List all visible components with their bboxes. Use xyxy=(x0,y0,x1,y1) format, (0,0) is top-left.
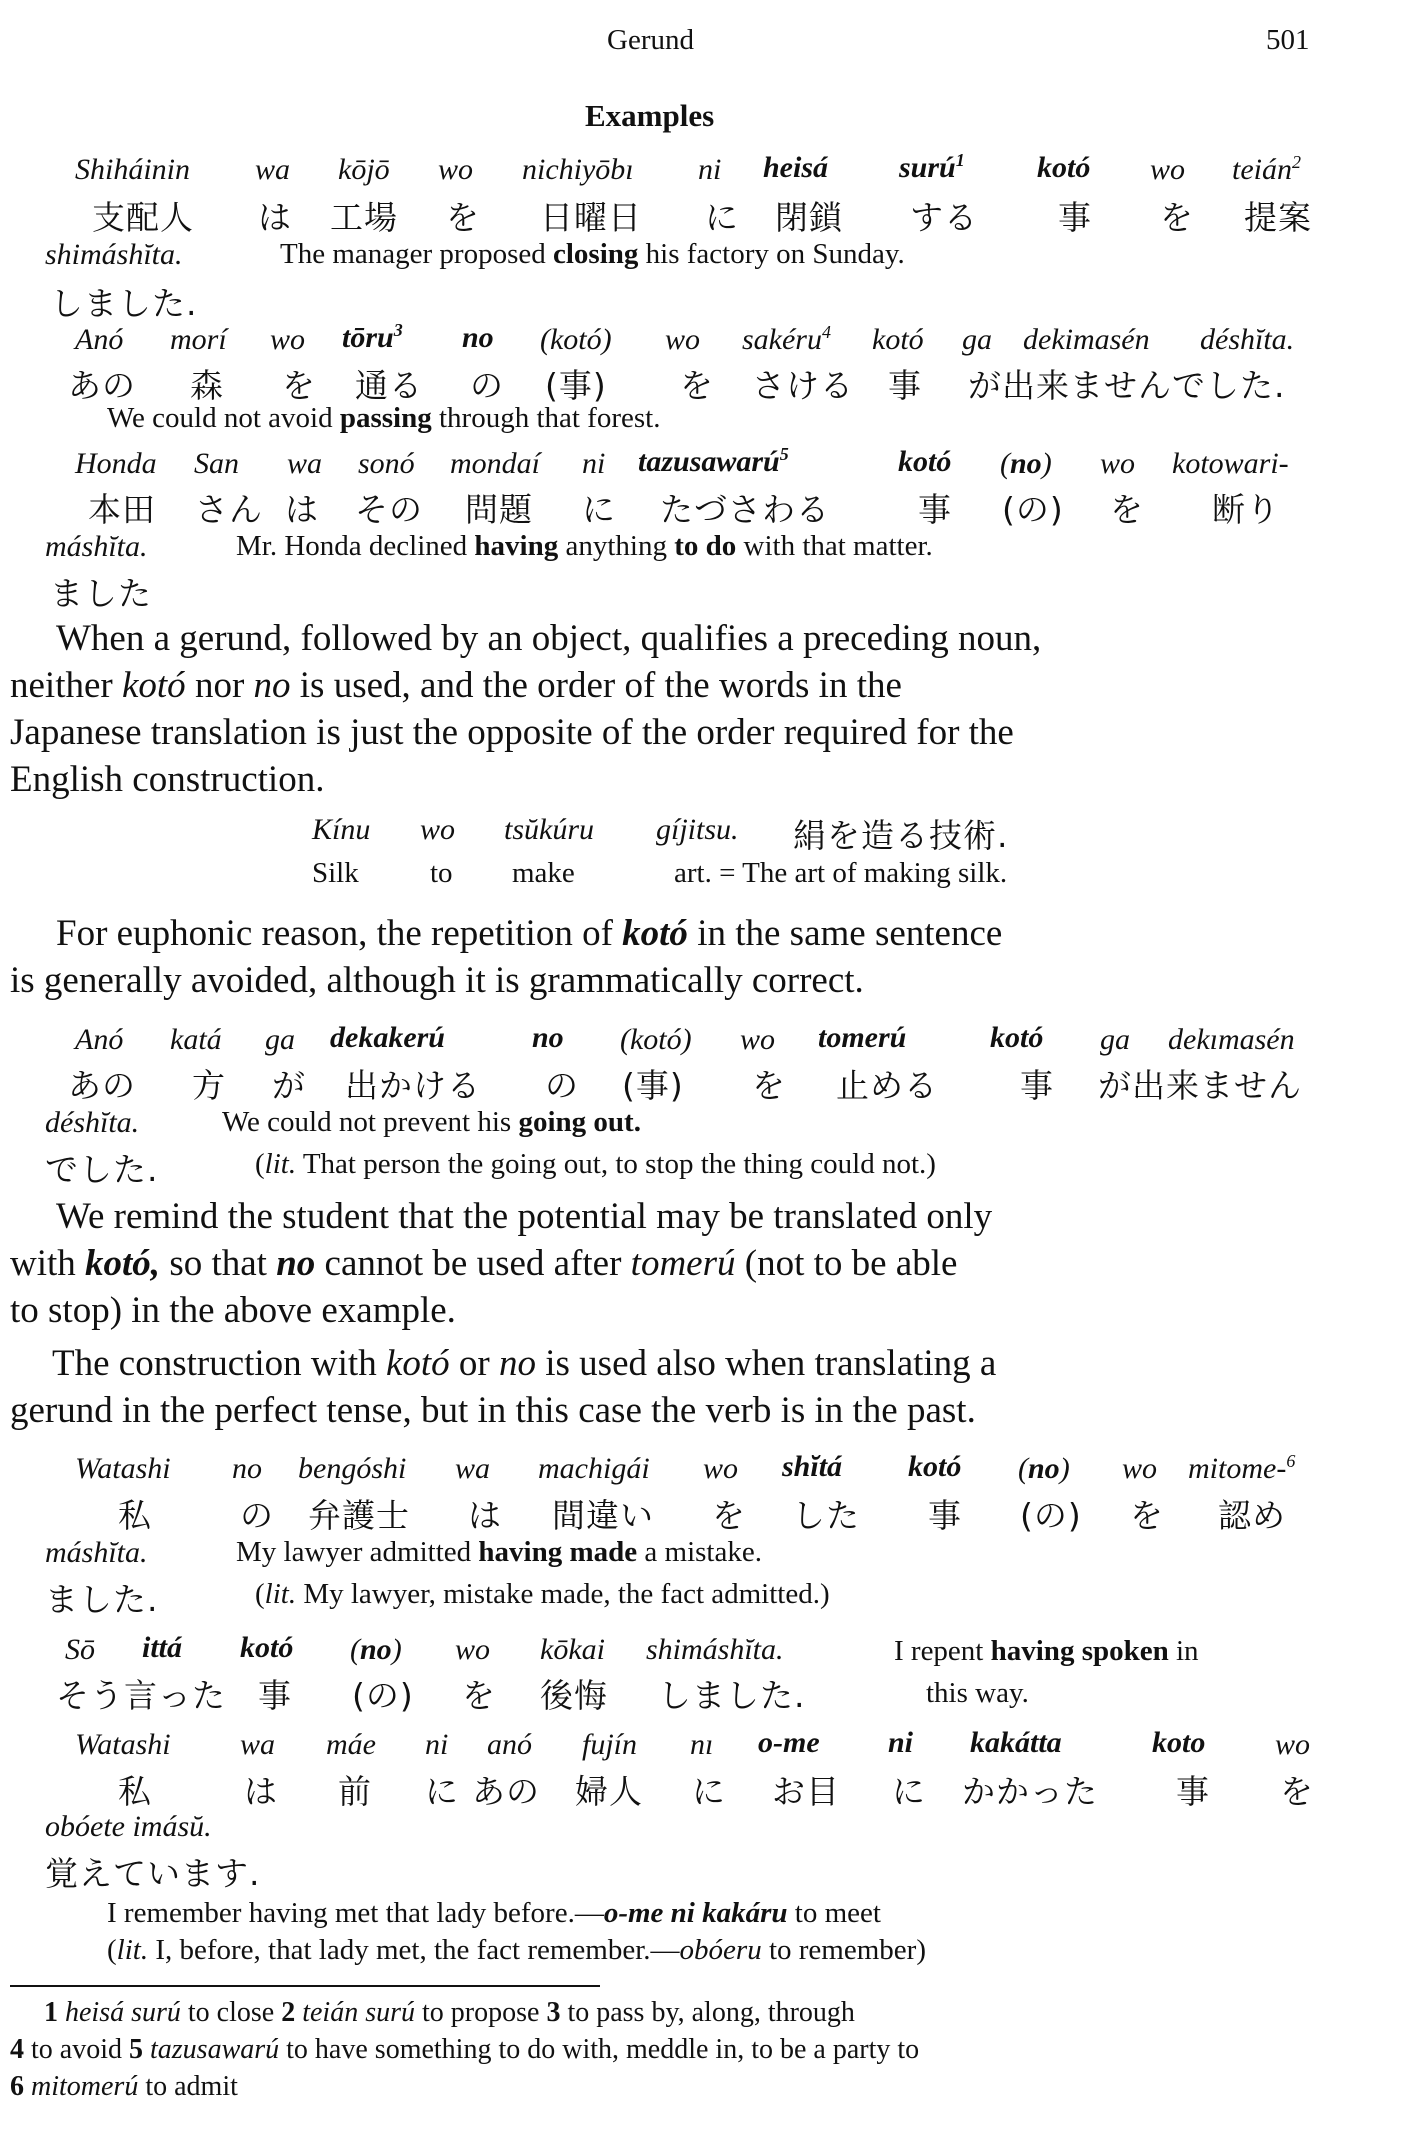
romaji-word: mitome-$^6$ xyxy=(1188,1451,1296,1485)
japanese-word: を xyxy=(712,1496,746,1535)
romaji-word: morí xyxy=(170,323,227,356)
literal-translation: (lit. That person the going out, to stop the thing could not.) xyxy=(255,1148,936,1180)
japanese-word: 事 xyxy=(918,490,952,529)
japanese-word: 断り xyxy=(1212,490,1280,529)
romaji-word: ga xyxy=(265,1023,295,1056)
romaji-word: wo xyxy=(438,153,474,186)
english-translation: My lawyer admitted having made a mistake. xyxy=(236,1536,762,1568)
romaji-continuation: obóete imásŭ. xyxy=(45,1810,212,1843)
prose-line: The construction with kotó or no is used also when translating a xyxy=(52,1343,997,1384)
romaji-word: dekımasén xyxy=(1168,1023,1295,1056)
japanese-word: は xyxy=(258,198,292,237)
romaji-word-emphasis: ittá xyxy=(142,1631,183,1664)
prose-line: We remind the student that the potential may be translated only xyxy=(56,1196,993,1237)
japanese-word: が出来ません xyxy=(1098,1066,1302,1105)
japanese-continuation: 覚えています. xyxy=(45,1854,261,1893)
prose-line: is generally avoided, although it is grammatically correct. xyxy=(10,960,864,1001)
prose-line: gerund in the perfect tense, but in this case the verb is in the past. xyxy=(10,1390,976,1431)
japanese-continuation: しました. xyxy=(50,284,198,323)
romaji-line xyxy=(75,153,190,187)
prose-line: When a gerund, followed by an object, qualifies a preceding noun, xyxy=(56,618,1042,659)
japanese-word: (の) xyxy=(1002,490,1064,529)
romaji-word: bengóshi xyxy=(298,1452,407,1485)
romaji-word: Kínu xyxy=(312,813,371,846)
romaji-word: wo xyxy=(1150,153,1186,186)
japanese-word: 事 xyxy=(1020,1066,1054,1105)
romaji-word: kotó xyxy=(872,323,924,356)
running-head: Gerund xyxy=(607,24,694,56)
romaji-word: ni xyxy=(425,1728,449,1761)
japanese-word: を xyxy=(680,366,714,405)
romaji-word: Honda xyxy=(75,447,157,480)
romaji-word: wo xyxy=(1100,447,1136,480)
japanese-word: そう言った xyxy=(56,1676,226,1715)
japanese-word: に xyxy=(892,1772,926,1811)
japanese-word: 事 xyxy=(928,1496,962,1535)
english-translation: We could not prevent his going out. xyxy=(222,1106,641,1138)
romaji-word-emphasis: no xyxy=(532,1021,564,1054)
romaji-word: nı xyxy=(690,1728,714,1761)
japanese-word: する xyxy=(910,198,978,237)
english-translation: I remember having met that lady before.—o-me ni kakáru to meet xyxy=(107,1897,881,1929)
romaji-word: (no) xyxy=(1018,1452,1070,1485)
romaji-word: wo xyxy=(1275,1728,1311,1761)
romaji-continuation: máshĭta. xyxy=(45,1536,148,1569)
japanese-continuation: ました. xyxy=(45,1580,159,1619)
japanese-word: を xyxy=(446,198,480,237)
japanese-word: の xyxy=(545,1066,579,1105)
romaji-word: ga xyxy=(1100,1023,1130,1056)
romaji-word-emphasis: kakátta xyxy=(970,1726,1062,1759)
japanese-word: 出かける xyxy=(345,1066,481,1105)
japanese-word: を xyxy=(282,366,316,405)
japanese-word: は xyxy=(244,1772,278,1811)
romaji-word: sakéru$^4$ xyxy=(742,322,831,356)
romaji-word: wo xyxy=(420,813,456,846)
romaji-word: wa xyxy=(255,153,291,186)
english-translation: The manager proposed closing his factory on Sunday. xyxy=(280,238,905,270)
japanese-word: 間違い xyxy=(552,1496,654,1535)
prose-line: neither kotó nor no is used, and the order of the words in the xyxy=(10,665,902,706)
romaji-word: wa xyxy=(240,1728,276,1761)
romaji-word: wa xyxy=(455,1452,491,1485)
japanese-word: 弁護士 xyxy=(308,1496,410,1535)
japanese-word: 工場 xyxy=(330,198,398,237)
japanese-word: を xyxy=(1110,490,1144,529)
japanese-word: 支配人 xyxy=(92,198,194,237)
romaji-word: Anó xyxy=(75,323,124,356)
japanese-word: 本田 xyxy=(88,490,156,529)
romaji-word-emphasis: heisá xyxy=(763,151,829,184)
japanese-word: あの xyxy=(472,1772,540,1811)
romaji-word: wo xyxy=(740,1023,776,1056)
romaji-word-emphasis: kotó xyxy=(990,1021,1044,1054)
romaji-word: wo xyxy=(703,1452,739,1485)
romaji-continuation: déshĭta. xyxy=(45,1106,140,1139)
japanese-word: 事 xyxy=(888,366,922,405)
romaji-word: ga xyxy=(962,323,992,356)
japanese-word: の xyxy=(240,1496,274,1535)
romaji-word: wa xyxy=(287,447,323,480)
japanese-word: した xyxy=(792,1496,860,1535)
gloss-translation: art. = The art of making silk. xyxy=(674,857,1008,889)
romaji-word: wo xyxy=(1122,1452,1158,1485)
japanese-word: さける xyxy=(752,366,854,405)
gloss-word: Silk xyxy=(312,857,359,889)
japanese-continuation: ました xyxy=(50,574,152,613)
japanese-word: 認め xyxy=(1218,1496,1286,1535)
romaji-word-emphasis: dekakerú xyxy=(330,1021,445,1054)
romaji-word: San xyxy=(194,447,239,480)
japanese-word: あの xyxy=(68,366,136,405)
romaji-word: ni xyxy=(698,153,722,186)
prose-line: with kotó, so that no cannot be used after tomerú (not to be able xyxy=(10,1243,958,1284)
japanese-word: 通る xyxy=(355,366,423,405)
japanese-word: (の) xyxy=(1020,1496,1082,1535)
japanese-word: 私 xyxy=(118,1772,152,1811)
romaji-word: nichiyōbı xyxy=(522,153,634,186)
japanese-word: は xyxy=(285,490,319,529)
japanese-word: に xyxy=(692,1772,726,1811)
romaji-word: katá xyxy=(170,1023,222,1056)
footnote-line: 1 heisá surú to close 2 teián surú to propose 3 to pass by, along, through xyxy=(44,1997,855,2028)
romaji-word: wo xyxy=(455,1633,491,1666)
romaji-word-emphasis: no xyxy=(462,321,494,354)
footnote-ref: 4 xyxy=(821,322,831,342)
romaji-word-emphasis: kotó xyxy=(240,1631,294,1664)
romaji-word: anó xyxy=(487,1728,532,1761)
japanese-word: かかった xyxy=(962,1772,1098,1811)
romaji-word-emphasis: tomerú xyxy=(818,1021,907,1054)
japanese-word: に xyxy=(425,1772,459,1811)
japanese-word: 事 xyxy=(258,1676,292,1715)
romaji-word: kotowari- xyxy=(1172,447,1289,480)
japanese-continuation: でした. xyxy=(45,1150,159,1189)
romaji-word-emphasis: surú$^1$ xyxy=(899,150,965,184)
japanese-word: 日曜日 xyxy=(540,198,642,237)
japanese-word: 森 xyxy=(190,366,224,405)
romaji-word-emphasis: tōru$^3$ xyxy=(342,320,403,354)
japanese-word: に xyxy=(582,490,616,529)
romaji-word: Shiháinin xyxy=(75,153,191,186)
japanese-word: 提案 xyxy=(1244,198,1312,237)
gloss-word: make xyxy=(512,857,575,889)
english-translation: I repent having spoken in xyxy=(894,1635,1199,1667)
japanese-word: 後悔 xyxy=(540,1676,608,1715)
japanese-word: (の) xyxy=(352,1676,414,1715)
literal-translation: (lit. I, before, that lady met, the fact remember.—obóeru to remember) xyxy=(107,1934,926,1966)
romaji-word-emphasis: koto xyxy=(1152,1726,1206,1759)
romaji-word: (kotó) xyxy=(620,1023,692,1056)
japanese-word: その xyxy=(355,490,423,529)
romaji-word: Anó xyxy=(75,1023,124,1056)
japanese-word: に xyxy=(705,198,739,237)
footnote-line: 6 mitomerú to admit xyxy=(10,2071,238,2102)
japanese-word: を xyxy=(1280,1772,1314,1811)
romaji-word: tsŭkúru xyxy=(504,813,594,846)
romaji-word: mondaí xyxy=(450,447,540,480)
japanese-word: あの xyxy=(68,1066,136,1105)
romaji-word: (no) xyxy=(1000,447,1052,480)
romaji-word: kōjō xyxy=(338,153,390,186)
romaji-word: ni xyxy=(582,447,606,480)
romaji-word: sonó xyxy=(358,447,415,480)
page-number: 501 xyxy=(1266,24,1310,56)
english-translation: We could not avoid passing through that forest. xyxy=(107,402,661,434)
romaji-word-emphasis: shĭtá xyxy=(782,1450,843,1483)
prose-line: English construction. xyxy=(10,759,325,800)
literal-translation: (lit. My lawyer, mistake made, the fact admitted.) xyxy=(255,1578,830,1610)
romaji-word-emphasis: tazusawarú$^5$ xyxy=(638,444,789,478)
japanese-word: 前 xyxy=(338,1772,372,1811)
gloss-word: to xyxy=(430,857,453,889)
japanese-word: の xyxy=(470,366,504,405)
romaji-word: (kotó) xyxy=(540,323,612,356)
romaji-word: gíjitsu. xyxy=(656,813,739,846)
footnote-ref: 5 xyxy=(779,444,789,464)
romaji-word: Watashi xyxy=(75,1728,171,1761)
romaji-word: no xyxy=(232,1452,262,1485)
japanese-word: 事 xyxy=(1176,1772,1210,1811)
japanese-word: を xyxy=(1130,1496,1164,1535)
japanese-word: を xyxy=(462,1676,496,1715)
romaji-word: (no) xyxy=(350,1633,402,1666)
japanese-word: さん xyxy=(195,490,263,529)
footnote-ref: 2 xyxy=(1292,152,1301,172)
japanese-word: しました. xyxy=(658,1676,806,1715)
romaji-word: déshĭta. xyxy=(1200,323,1295,356)
romaji-word-emphasis: o-me xyxy=(758,1726,820,1759)
japanese-word: 私 xyxy=(118,1496,152,1535)
romaji-word: Sō xyxy=(65,1633,95,1666)
footnote-ref: 1 xyxy=(955,150,965,170)
romaji-word: wo xyxy=(270,323,306,356)
english-translation: Mr. Honda declined having anything to do with that matter. xyxy=(236,530,933,562)
romaji-continuation: máshĭta. xyxy=(45,530,148,563)
romaji-word-emphasis: kotó xyxy=(898,445,952,478)
japanese-word: たづさわる xyxy=(660,490,830,529)
japanese-phrase: 絹を造る技術. xyxy=(793,816,1009,855)
japanese-word: 閉鎖 xyxy=(775,198,843,237)
romaji-word-emphasis: kotó xyxy=(908,1450,962,1483)
romaji-word-emphasis: ni xyxy=(888,1726,914,1759)
section-title: Examples xyxy=(585,98,715,133)
romaji-word: Watashi xyxy=(75,1452,171,1485)
prose-line: Japanese translation is just the opposite of the order required for the xyxy=(10,712,1014,753)
romaji-word: dekimasén xyxy=(1023,323,1150,356)
english-translation-continuation: this way. xyxy=(926,1677,1029,1709)
footnote-ref: 3 xyxy=(393,320,403,340)
japanese-word: 事 xyxy=(1058,198,1092,237)
romaji-continuation: shimáshĭta. xyxy=(45,238,183,271)
japanese-word: (事) xyxy=(622,1066,684,1105)
prose-line: For euphonic reason, the repetition of kotó in the same sentence xyxy=(56,913,1003,954)
japanese-word: 問題 xyxy=(465,490,533,529)
romaji-word: shimáshĭta. xyxy=(646,1633,784,1666)
romaji-word: teián$^2$ xyxy=(1232,152,1301,186)
japanese-word: は xyxy=(468,1496,502,1535)
romaji-word: máe xyxy=(326,1728,376,1761)
romaji-word-emphasis: kotó xyxy=(1037,151,1091,184)
japanese-word: 止める xyxy=(836,1066,938,1105)
footnote-ref: 6 xyxy=(1286,1451,1296,1471)
japanese-word: お目 xyxy=(772,1772,840,1811)
romaji-word: machigái xyxy=(538,1452,650,1485)
japanese-word: を xyxy=(1160,198,1194,237)
japanese-word: 方 xyxy=(192,1066,226,1105)
prose-line: to stop) in the above example. xyxy=(10,1290,456,1331)
romaji-word: wo xyxy=(665,323,701,356)
japanese-word: を xyxy=(752,1066,786,1105)
japanese-word: (事) xyxy=(545,366,607,405)
romaji-word: kōkai xyxy=(540,1633,605,1666)
footnote-line: 4 to avoid 5 tazusawarú to have something to do with, meddle in, to be a party to xyxy=(10,2034,920,2065)
japanese-word: 婦人 xyxy=(575,1772,643,1811)
footnote-divider xyxy=(10,1985,600,1987)
romaji-word: fujín xyxy=(582,1728,638,1761)
japanese-word: が出来ませんでした. xyxy=(968,366,1286,405)
japanese-word: が xyxy=(272,1066,306,1105)
